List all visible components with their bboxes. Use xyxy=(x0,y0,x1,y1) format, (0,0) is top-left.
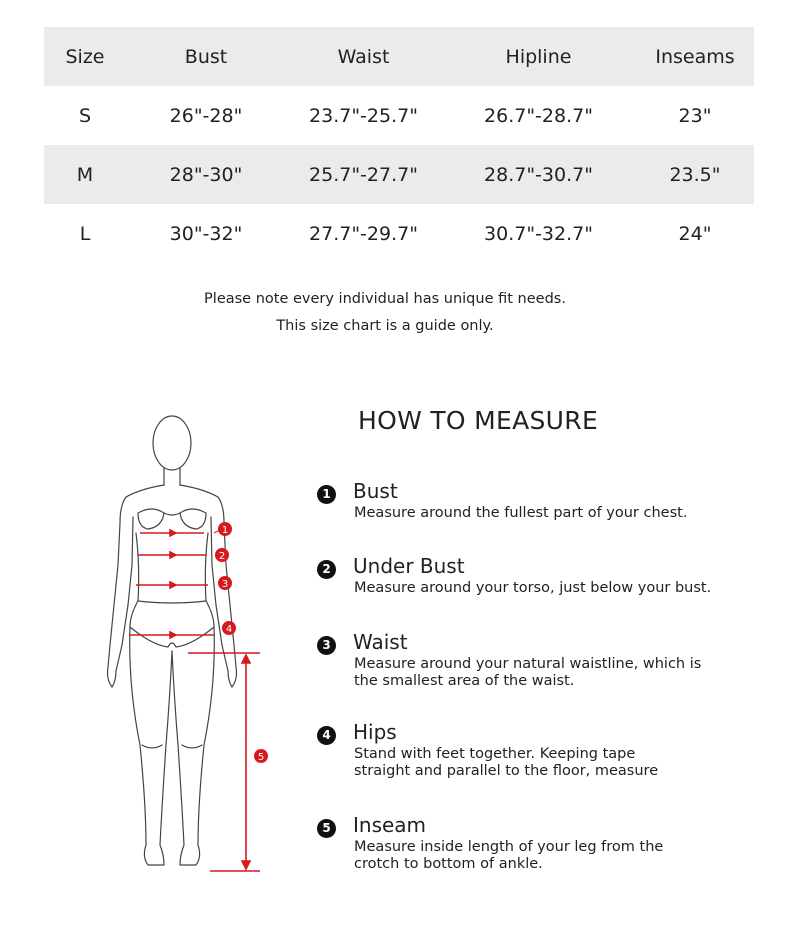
table-cell: 30.7"-32.7" xyxy=(484,222,593,245)
step-number-badge: 4 xyxy=(317,726,336,745)
marker-1-label: 1 xyxy=(221,525,229,536)
marker-2-label: 2 xyxy=(218,551,226,562)
step-description: Measure inside length of your leg from the crotch to bottom of ankle. xyxy=(354,839,664,872)
table-cell: 30"-32" xyxy=(169,222,243,245)
step-number-badge: 2 xyxy=(317,560,336,579)
step-title: Hips xyxy=(353,720,397,744)
step-title: Under Bust xyxy=(353,554,465,578)
table-cell: S xyxy=(78,104,92,127)
step-description: Stand with feet together. Keeping tape straight and parallel to the floor, measure xyxy=(354,746,659,779)
step-title: Inseam xyxy=(353,813,427,837)
table-cell: 23" xyxy=(678,104,712,127)
table-cell: 28"-30" xyxy=(126,145,286,204)
table-cell: 26.7"-28.7" xyxy=(484,104,593,127)
header-size: Size xyxy=(44,27,126,86)
step-description: Measure around the fullest part of your chest. xyxy=(354,505,688,521)
how-to-measure-title: HOW TO MEASURE xyxy=(358,406,599,435)
fit-note-line-2: This size chart is a guide only. xyxy=(276,318,494,334)
header-waist: Waist xyxy=(286,27,441,86)
table-cell: 23.7"-25.7" xyxy=(309,104,418,127)
step-number-badge: 5 xyxy=(317,819,336,838)
table-cell: 27.7"-29.7" xyxy=(309,222,418,245)
header-hipline: Hipline xyxy=(441,27,636,86)
marker-4-label: 4 xyxy=(225,624,233,635)
marker-3-label: 3 xyxy=(221,579,229,590)
table-cell: 28.7"-30.7" xyxy=(441,145,636,204)
table-cell: M xyxy=(44,145,126,204)
marker-5-label: 5 xyxy=(257,752,265,763)
table-header-row xyxy=(44,27,754,86)
measurement-tapes xyxy=(130,530,260,871)
table-row xyxy=(44,145,754,204)
step-title: Bust xyxy=(353,479,398,503)
size-chart-table xyxy=(44,27,754,263)
step-description: Measure around your natural waistline, which is the smallest area of the waist. xyxy=(354,656,702,689)
table-cell: 24" xyxy=(678,222,712,245)
step-description: Measure around your torso, just below your bust. xyxy=(354,580,712,596)
table-cell: L xyxy=(79,222,91,245)
header-inseams: Inseams xyxy=(636,27,754,86)
step-title: Waist xyxy=(353,630,408,654)
step-number-badge: 3 xyxy=(317,636,336,655)
body-figure-illustration xyxy=(100,405,280,885)
step-number-badge: 1 xyxy=(317,485,336,504)
fit-note-line-1: Please note every individual has unique fit needs. xyxy=(204,291,566,307)
table-cell: 25.7"-27.7" xyxy=(286,145,441,204)
table-cell: 23.5" xyxy=(636,145,754,204)
body-outline xyxy=(108,416,237,865)
table-row xyxy=(44,204,754,263)
header-bust: Bust xyxy=(126,27,286,86)
table-row xyxy=(44,86,754,145)
table-cell: 26"-28" xyxy=(169,104,243,127)
